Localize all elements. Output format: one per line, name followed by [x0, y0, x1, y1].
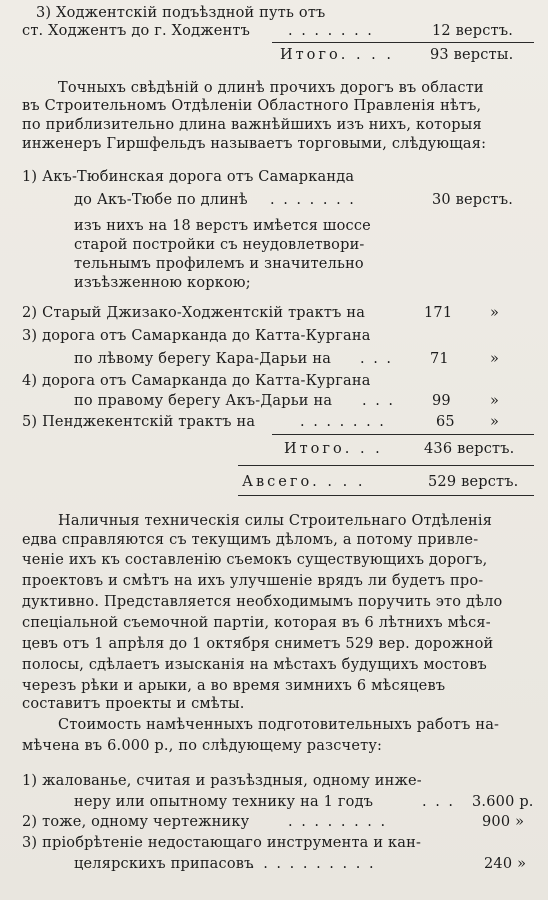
paragraph-line: едва справляются съ текущимъ дѣломъ, а потому привле- [22, 532, 479, 548]
road-item-3-leader: . . . . . . . [288, 23, 374, 39]
paragraph-line: Стоимость намѣченныхъ подготовительныхъ работъ на- [58, 717, 500, 733]
road-4-line1: 4) дорога отъ Самарканда до Катта-Кургана [22, 373, 371, 389]
road-2-value: 171 [424, 305, 453, 321]
divider-rule [272, 42, 534, 43]
cost-1-leader: . . . [422, 794, 456, 810]
road-1-line2: до Акъ-Тюбе по длинѣ [74, 192, 248, 208]
cost-1-line2: неру или опытному технику на 1 годъ [74, 794, 374, 810]
road-3-unit: » [490, 351, 500, 367]
cost-1-value: 3.600 р. [472, 794, 534, 810]
paragraph-line: ченіе ихъ къ составленію съемокъ существующихъ дорогъ, [22, 552, 488, 568]
road-1-leader: . . . . . . . [270, 192, 356, 208]
road-1-note: изъѣзженною коркою; [74, 275, 251, 291]
paragraph-line: полосы, сдѣлаетъ изысканія на мѣстахъ будущихъ мостовъ [22, 657, 487, 673]
road-1-note: тельнымъ профилемъ и значительно [74, 256, 364, 272]
divider-rule [272, 434, 534, 435]
road-3-line1: 3) дорога отъ Самарканда до Катта-Кургана [22, 328, 371, 344]
paragraph-line: черезъ рѣки и арыки, а во время зимнихъ 6 мѣсяцевъ [22, 678, 446, 694]
paragraph-line: составитъ проекты и смѣты. [22, 696, 245, 712]
paragraph-line: инженеръ Гиршфельдъ называетъ торговыми, слѣдующая: [22, 136, 487, 152]
divider-rule [238, 495, 534, 496]
road-1-note: изъ нихъ на 18 верстъ имѣется шоссе [74, 218, 371, 234]
cost-1-line1: 1) жалованье, считая и разъѣздныя, одному инже- [22, 773, 422, 789]
paragraph-line: по приблизительно длина важнѣйшихъ изъ нихъ, которыя [22, 117, 482, 133]
grand-total-value: 529 верстъ. [428, 474, 519, 490]
road-5-line1: 5) Пенджекентскій трактъ на [22, 414, 256, 430]
total-value: 436 верстъ. [424, 441, 515, 457]
road-3-leader: . . . [360, 351, 394, 367]
paragraph-line: Точныхъ свѣдѣній о длинѣ прочихъ дорогъ въ области [58, 80, 484, 96]
grand-total-label: Авсего. . . . [242, 474, 366, 490]
road-5-unit: » [490, 414, 500, 430]
road-5-value: 65 [436, 414, 455, 430]
cost-3-leader: . . . . . . . . . . [250, 856, 376, 872]
paragraph-line: Наличныя техническія силы Строительнаго Отдѣленія [58, 513, 493, 529]
road-4-unit: » [490, 393, 500, 409]
road-1-line1: 1) Акъ-Тюбинская дорога отъ Самарканда [22, 169, 355, 185]
cost-3-line2: целярскихъ припасовъ [74, 856, 254, 872]
road-item-3-line2: ст. Ходжентъ до г. Ходжентъ [22, 23, 251, 39]
paragraph-line: дуктивно. Представляется необходимымъ поручить это дѣло [22, 594, 503, 610]
paragraph-line: спеціальной съемочной партіи, которая въ 6 лѣтнихъ мѣся- [22, 615, 491, 631]
paragraph-line: цевъ отъ 1 апрѣля до 1 октября сниметъ 529 вер. дорожной [22, 636, 494, 652]
cost-2-leader: . . . . . . . . [288, 814, 388, 830]
paragraph-line: проектовъ и смѣтъ на ихъ улучшеніе врядъ ли будетъ про- [22, 573, 484, 589]
paragraph-line: мѣчена въ 6.000 р., по слѣдующему разсчету: [22, 738, 383, 754]
cost-3-value: 240 » [484, 856, 527, 872]
road-3-line2: по лѣвому берегу Кара-Дарьи на [74, 351, 332, 367]
road-item-3-value: 12 верстъ. [432, 23, 514, 39]
total-label: Итого. . . [284, 441, 383, 457]
road-5-leader: . . . . . . . [300, 414, 386, 430]
paragraph-line: въ Строительномъ Отдѣленіи Областного Правленія нѣтъ, [22, 98, 482, 114]
divider-rule [238, 465, 534, 466]
road-4-leader: . . . [362, 393, 396, 409]
cost-2-line1: 2) тоже, одному чертежнику [22, 814, 250, 830]
road-4-value: 99 [432, 393, 451, 409]
road-1-value: 30 верстъ. [432, 192, 514, 208]
road-2-unit: » [490, 305, 500, 321]
cost-2-value: 900 » [482, 814, 525, 830]
total-label: Итого. . . . [280, 47, 394, 63]
road-3-value: 71 [430, 351, 449, 367]
road-4-line2: по правому берегу Акъ-Дарьи на [74, 393, 333, 409]
road-1-note: старой постройки съ неудовлетвори- [74, 237, 365, 253]
cost-3-line1: 3) пріобрѣтеніе недостающаго инструмента и кан- [22, 835, 422, 851]
road-item-3-line1: 3) Ходжентскій подъѣздной путь отъ [36, 5, 326, 21]
total-value: 93 версты. [430, 47, 514, 63]
road-2-line1: 2) Старый Джизако-Ходжентскій трактъ на [22, 305, 366, 321]
